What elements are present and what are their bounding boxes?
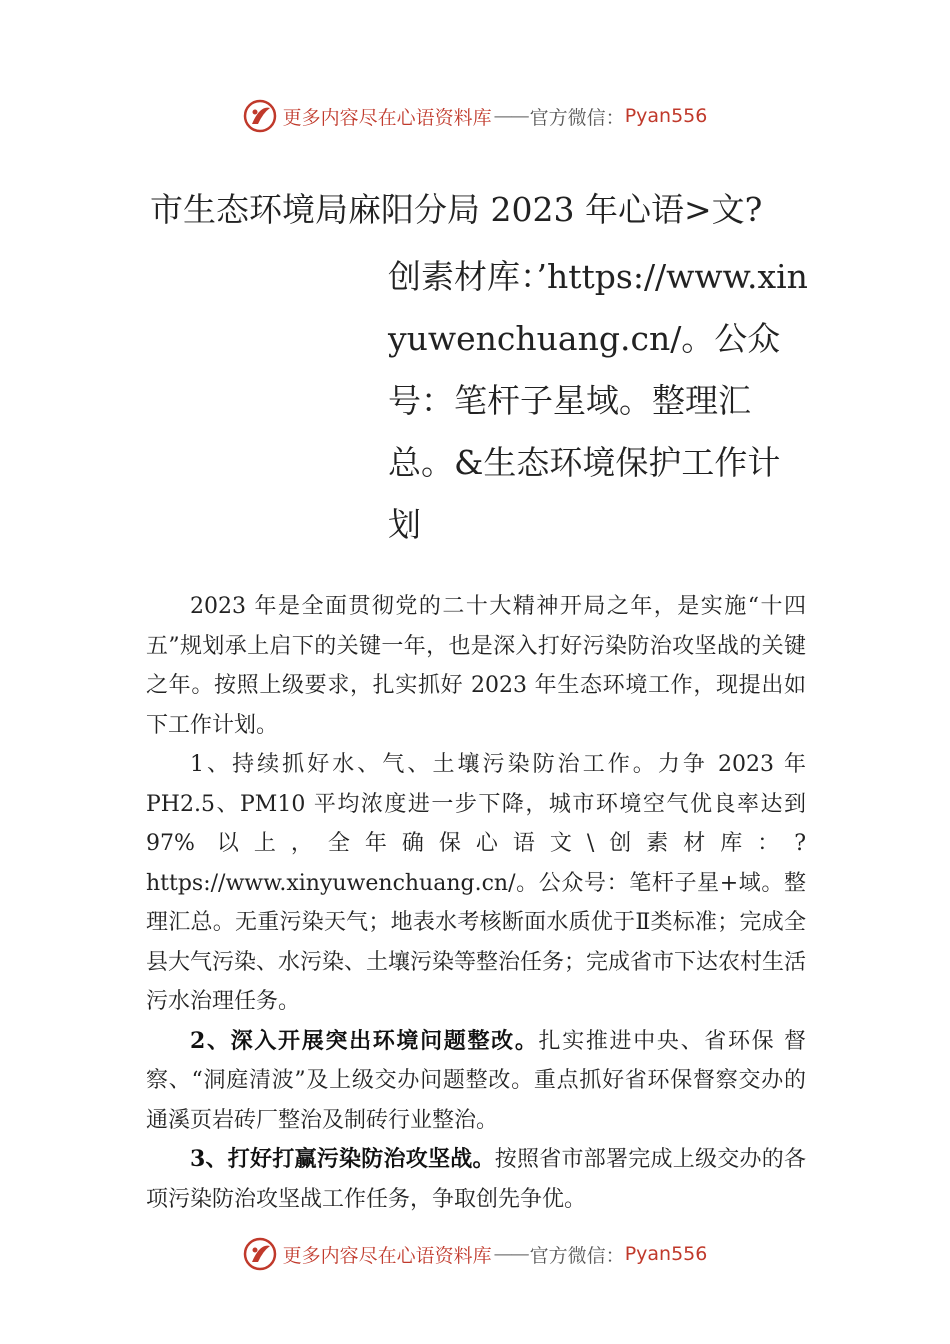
paragraph-item-3 bbox=[146, 1140, 806, 1219]
paragraph-heading: 3、打好打赢污染防治攻坚战。 bbox=[190, 1146, 495, 1172]
paragraph-text: 2023 年是全面贯彻党的二十大精神开局之年，是实施“十四五”规划承上启下的关键一年，也是深入打好污染防治攻坚战的关键之年。按照上级要求，扎实抓好 2023 年生态环境工作，现提出如下工作计划。 bbox=[146, 594, 806, 738]
paragraph-text: 按照省市部署完成上级交办的各项污染防治攻坚战工作任务，争取创先争优。 bbox=[146, 1147, 806, 1212]
banner-wechat-id: Pyan556 bbox=[624, 105, 708, 127]
paragraph-item-2 bbox=[146, 1022, 806, 1141]
brand-logo-icon bbox=[243, 99, 277, 133]
document-body bbox=[146, 587, 806, 1219]
paragraph-text: 扎实推进中央、省环保 督察、“洞庭清波”及上级交办问题整改。重点抓好省环保督察交办的通溪页岩砖厂整治及制砖行业整治。 bbox=[146, 1028, 806, 1133]
header-banner bbox=[0, 96, 950, 136]
brand-logo-icon bbox=[243, 1237, 277, 1271]
paragraph-item-1 bbox=[146, 745, 806, 1022]
paragraph-text: 1、持续抓好水、气、土壤污染防治工作。力争 2023 年 PH2.5、PM10 平均浓度进一步下降，城市环境空气优良率达到 97% 以上，全年确保心语文\创素材库：?https://www.xinyuwenchuang.cn/。公众号：笔杆子星+域。整理汇总。无重污染天气；地表水考核断面水质优于Ⅱ类标准；完成全县大气污染、水污染、土壤污染等整治任务；完成省市下达农村生活污水治理任务。 bbox=[146, 752, 807, 1014]
footer-banner bbox=[0, 1234, 950, 1274]
banner-separator: —— bbox=[493, 1243, 528, 1265]
paragraph-heading: 2、深入开展突出环境问题整改。 bbox=[190, 1027, 539, 1054]
banner-separator: —— bbox=[493, 105, 528, 127]
banner-wechat-label: 官方微信： bbox=[529, 1244, 625, 1267]
banner-text: 更多内容尽在心语资料库 bbox=[282, 1244, 492, 1267]
document-title-line1: 市生态环境局麻阳分局 2023 年心语>文? bbox=[150, 190, 763, 229]
banner-text: 更多内容尽在心语资料库 bbox=[282, 106, 492, 129]
banner-wechat-label: 官方微信： bbox=[529, 106, 625, 129]
document-title-continuation: 创素材库：’https://www.xinyuwenchuang.cn/。公众号：笔杆子星域。整理汇总。&生态环境保护工作计划 bbox=[388, 257, 808, 544]
banner-wechat-id: Pyan556 bbox=[624, 1243, 708, 1265]
paragraph-intro bbox=[146, 587, 806, 745]
